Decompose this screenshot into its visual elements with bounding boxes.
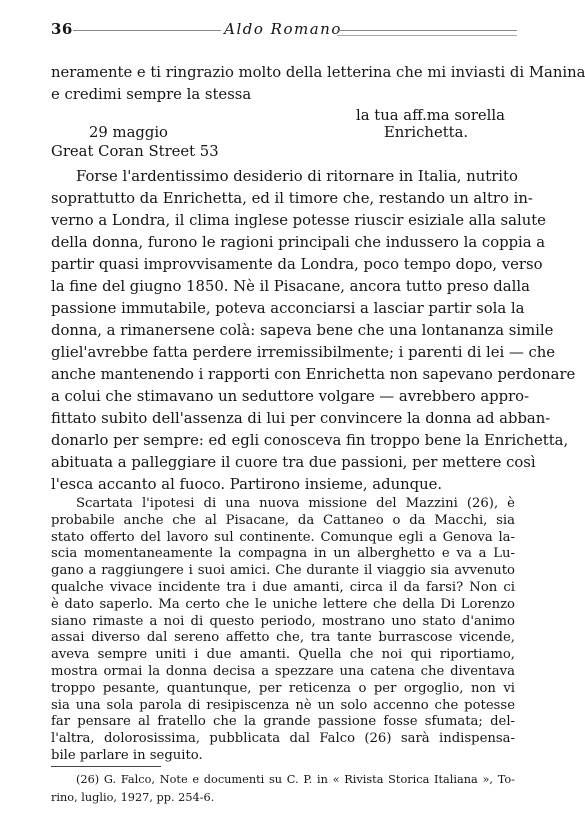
paragraph-line: assai diverso dal sereno affetto che, tra tante burrascose vicende, xyxy=(51,630,515,646)
paragraph-line: l'altra, dolorosissima, pubblicata dal Falco (26) sarà indispensa- xyxy=(51,731,515,747)
letter-signature: Enrichetta. xyxy=(384,124,469,141)
paragraph-line: passione immutabile, poteva acconciarsi a lasciar partir sola la xyxy=(51,300,525,317)
paragraph-line: a colui che stimavano un seduttore volgare — avrebbero appro- xyxy=(51,388,530,405)
letter-line: e credimi sempre la stessa xyxy=(51,86,252,103)
letter-closing: la tua aff.ma sorella xyxy=(356,107,505,124)
paragraph-line: la fine del giugno 1850. Nè il Pisacane, ancora tutto preso dalla xyxy=(51,278,530,295)
footnote-line: rino, luglio, 1927, pp. 254-6. xyxy=(51,791,215,804)
footnote-line: (26) G. Falco, Note e documenti su C. P. in « Rivista Storica Italiana », To- xyxy=(76,773,515,786)
footnote-rule xyxy=(51,766,161,767)
page-header xyxy=(51,20,515,46)
running-head: Aldo Romano xyxy=(224,20,342,38)
paragraph-line: partir quasi improvvisamente da Londra, poco tempo dopo, verso xyxy=(51,256,543,273)
paragraph-line: mostra ormai la donna decisa a spezzare una catena che diventava xyxy=(51,664,515,679)
paragraph-line: donarlo per sempre: ed egli conosceva fin troppo bene la Enrichetta, xyxy=(51,432,569,449)
paragraph-line: soprattutto da Enrichetta, ed il timore che, restando un altro in- xyxy=(51,190,533,207)
paragraph-line: verno a Londra, il clima inglese potesse riuscir esiziale alla salute xyxy=(51,212,546,229)
paragraph-line: sia una sola parola di resipiscenza nè un solo accenno che potesse xyxy=(51,697,515,713)
paragraph-line: gano a raggiungere i suoi amici. Che durante il viaggio sia avvenuto xyxy=(51,563,515,579)
paragraph-line: qualche vivace incidente tra i due amanti, circa il da farsi? Non ci xyxy=(51,580,515,595)
paragraph-line: gliel'avrebbe fatta perdere irremissibilmente; i parenti di lei — che xyxy=(51,344,556,361)
header-rule-right-2 xyxy=(337,35,517,36)
letter-line: neramente e ti ringrazio molto della letterina che mi inviasti di Manina xyxy=(51,64,585,81)
paragraph-line: stato offerto del lavoro sul continente. Comunque egli a Genova la- xyxy=(51,529,515,545)
paragraph-line: l'esca accanto al fuoco. Partirono insieme, adunque. xyxy=(51,476,443,493)
paragraph-line: donna, a rimanersene colà: sapeva bene che una lontananza simile xyxy=(51,322,554,339)
letter-date: 29 maggio xyxy=(89,124,168,141)
paragraph-line: siano rimaste a noi di questo periodo, mostrano uno stato d'animo xyxy=(51,613,515,629)
paragraph-line: far pensare al fratello che la grande passione fosse sfumata; del- xyxy=(51,714,515,730)
paragraph-line: è dato saperlo. Ma certo che le uniche lettere che della Di Lorenzo xyxy=(51,596,515,612)
paragraph-line: scia momentaneamente la compagna in un alberghetto e va a Lu- xyxy=(51,546,515,562)
paragraph-line: della donna, furono le ragioni principali che indussero la coppia a xyxy=(51,234,546,251)
paragraph-line: troppo pesante, quantunque, per reticenza o per orgoglio, non vi xyxy=(51,680,515,696)
paragraph-line: aveva sempre uniti i due amanti. Quella che noi qui riportiamo, xyxy=(51,647,515,663)
paragraph-line: abituata a palleggiare il cuore tra due passioni, per mettere così xyxy=(51,454,536,471)
header-rule-right xyxy=(337,30,517,31)
paragraph-line: bile parlare in seguito. xyxy=(51,748,203,763)
paragraph-line: Scartata l'ipotesi di una nuova missione del Mazzini (26), è xyxy=(76,496,515,511)
paragraph-line: probabile anche che al Pisacane, da Cattaneo o da Macchi, sia xyxy=(51,512,515,528)
letter-address: Great Coran Street 53 xyxy=(51,143,219,160)
paragraph-line: anche mantenendo i rapporti con Enrichetta non sapevano perdonare xyxy=(51,366,576,383)
paragraph-line: Forse l'ardentissimo desiderio di ritornare in Italia, nutrito xyxy=(76,168,518,185)
paragraph-line: fittato subito dell'assenza di lui per convincere la donna ad abban- xyxy=(51,410,551,427)
page-number: 36 xyxy=(51,20,73,38)
